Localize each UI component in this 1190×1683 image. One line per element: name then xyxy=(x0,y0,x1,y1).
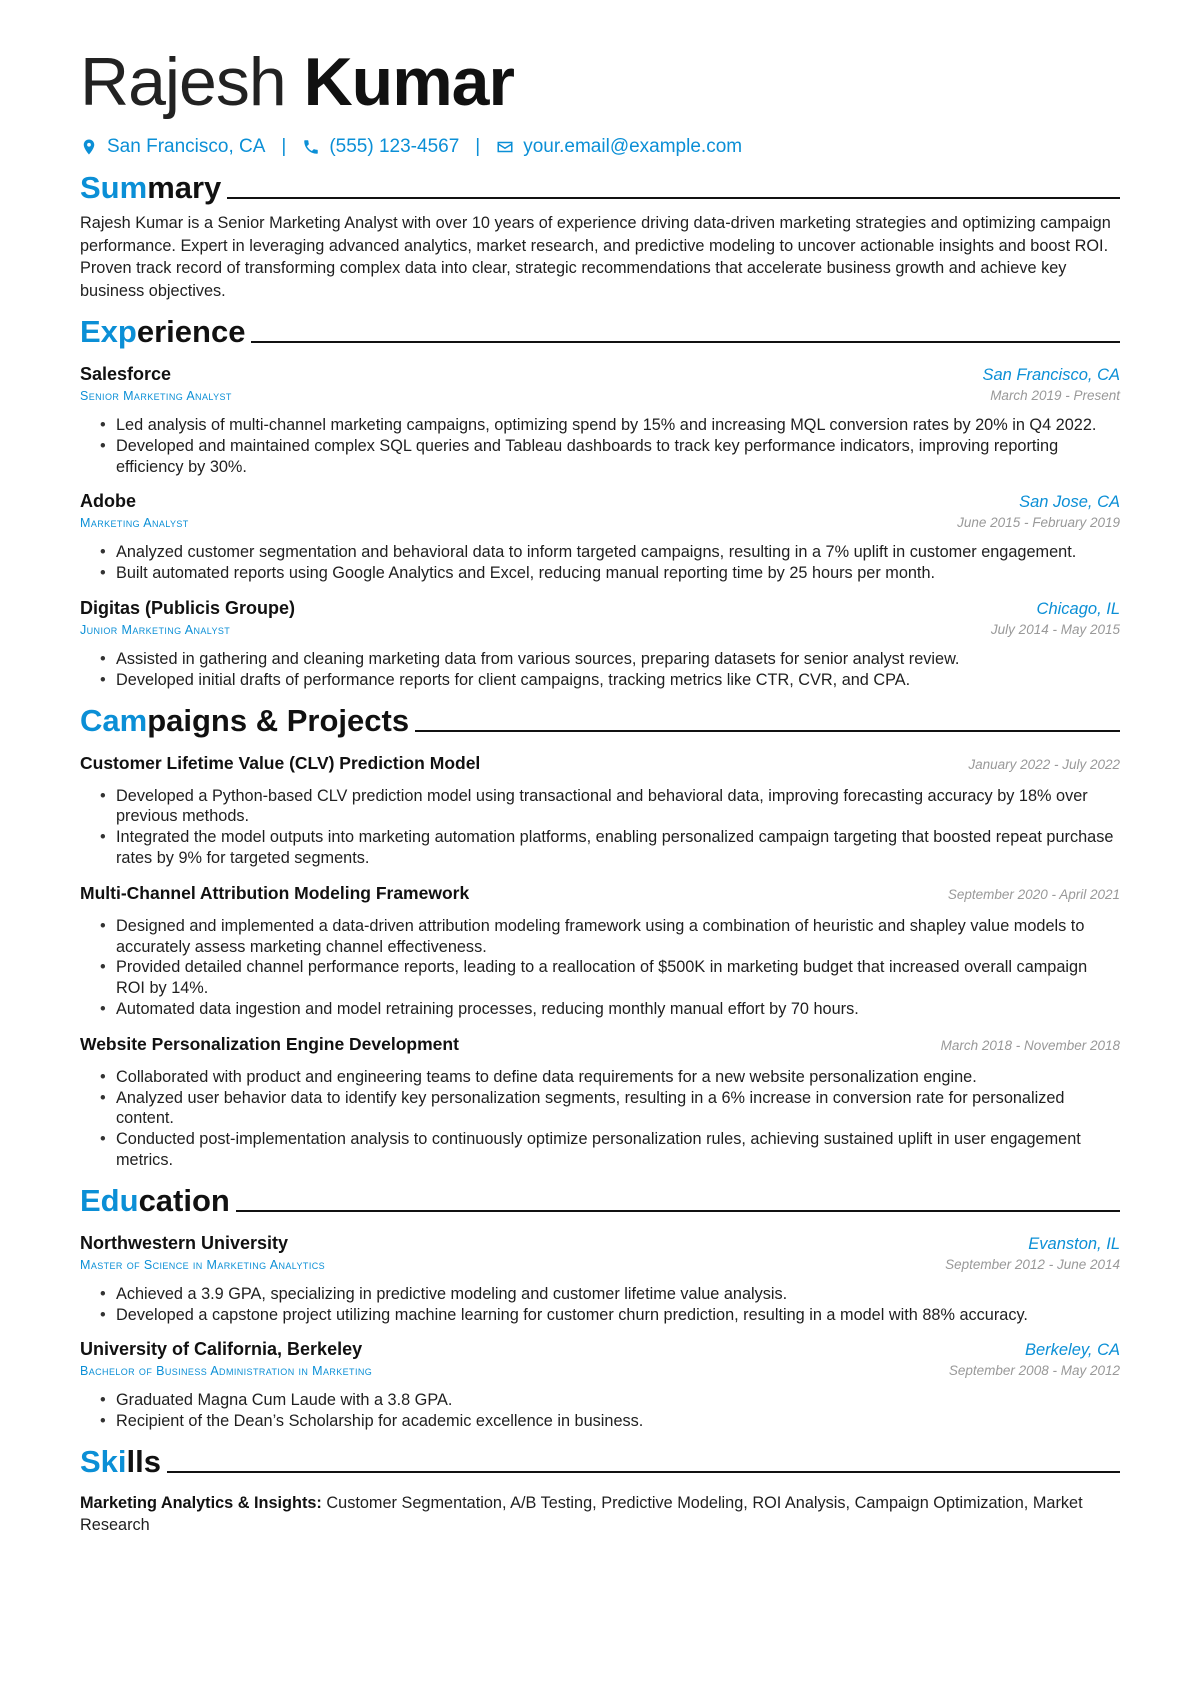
bullet-list xyxy=(80,649,1120,691)
first-name: Rajesh xyxy=(80,44,286,120)
job-role: Junior Marketing Analyst xyxy=(80,622,231,637)
bullet-item: • Analyzed user behavior data to identify key personalization segments, resulting in a 6% increase in conversion rate for personalized content. xyxy=(116,1088,1120,1130)
bullet-list xyxy=(80,415,1120,477)
job-role: Senior Marketing Analyst xyxy=(80,389,232,403)
last-name: Kumar xyxy=(303,44,514,120)
project-entry xyxy=(80,753,1120,869)
bullet-item: • Recipient of the Dean’s Scholarship for academic excellence in business. xyxy=(116,1411,1120,1432)
projects-section-title xyxy=(80,703,1120,739)
project-title: Multi-Channel Attribution Modeling Framework xyxy=(80,882,470,903)
section-title-accent: Exp xyxy=(80,314,137,349)
section-rule xyxy=(167,1471,1120,1473)
school-name: Northwestern University xyxy=(80,1232,289,1253)
project-title: Customer Lifetime Value (CLV) Prediction Model xyxy=(80,752,481,773)
entry-dates: June 2015 - February 2019 xyxy=(957,515,1120,531)
section-title-rest: mary xyxy=(147,170,222,205)
entry-dates: March 2019 - Present xyxy=(990,388,1120,403)
experience-section-title xyxy=(80,314,1120,350)
section-title-rest: cation xyxy=(138,1182,230,1218)
section-rule xyxy=(227,197,1120,199)
section-title-accent: Edu xyxy=(80,1182,139,1218)
bullet-list xyxy=(80,1390,1120,1432)
experience-entry xyxy=(80,491,1120,584)
bullet-item: • Built automated reports using Google Analytics and Excel, reducing manual reporting time by 25 hours per month. xyxy=(116,563,1120,584)
section-title-accent: Sum xyxy=(80,170,148,205)
bullet-item: • Provided detailed channel performance reports, leading to a reallocation of $500K in marketing budget that increased overall campaign ROI by 14%. xyxy=(116,957,1120,999)
bullet-item: • Assisted in gathering and cleaning marketing data from various sources, preparing datasets for senior analyst review. xyxy=(116,649,1120,670)
experience-entry xyxy=(80,598,1120,691)
school-name: University of California, Berkeley xyxy=(80,1339,363,1360)
company-name: Salesforce xyxy=(80,364,172,384)
degree-name: Master of Science in Marketing Analytics xyxy=(80,1257,326,1272)
bullet-item: • Conducted post-implementation analysis to continuously optimize personalization rules, achieving sustained uplift in user engagement metrics. xyxy=(116,1129,1120,1171)
section-title-accent: Ski xyxy=(80,1443,127,1479)
phone-text: (555) 123-4567 xyxy=(329,136,460,157)
contact-email[interactable] xyxy=(496,136,742,158)
email-link[interactable]: your.email@example.com xyxy=(523,136,743,157)
bullet-item: • Led analysis of multi-channel marketing campaigns, optimizing spend by 15% and increasing MQL conversion rates by 20% in Q4 2022. xyxy=(116,415,1120,436)
envelope-icon xyxy=(496,138,514,156)
candidate-name xyxy=(80,42,1120,122)
bullet-item: • Automated data ingestion and model retraining processes, reducing monthly manual effort by 70 hours. xyxy=(116,999,1120,1020)
project-title: Website Personalization Engine Development xyxy=(80,1033,459,1054)
section-rule xyxy=(236,1210,1120,1212)
map-marker-icon xyxy=(80,138,98,156)
section-title-accent: Cam xyxy=(80,702,148,738)
entry-location: Berkeley, CA xyxy=(1024,1341,1120,1360)
education-entry xyxy=(80,1233,1120,1326)
bullet-item: • Graduated Magna Cum Laude with a 3.8 GPA. xyxy=(116,1390,1120,1411)
bullet-item: • Integrated the model outputs into marketing automation platforms, enabling personalized campaign targeting that boosted repeat purchase rates by 9% for targeted segments. xyxy=(116,827,1120,869)
entry-dates: September 2012 - June 2014 xyxy=(945,1256,1120,1272)
skills-category-value: Customer Segmentation, A/B Testing, Predictive Modeling, ROI Analysis, Campaign Optimization, Market Research xyxy=(80,1493,1083,1534)
entry-dates: September 2008 - May 2012 xyxy=(948,1363,1120,1379)
section-rule xyxy=(415,730,1120,732)
education-section-title xyxy=(80,1183,1120,1219)
experience-entry xyxy=(80,364,1120,477)
bullet-item: • Collaborated with product and engineering teams to define data requirements for a new website personalization engine. xyxy=(116,1067,1120,1088)
entry-dates: July 2014 - May 2015 xyxy=(990,621,1120,637)
summary-section-title xyxy=(80,170,1120,206)
entry-location: San Francisco, CA xyxy=(982,366,1120,384)
bullet-list xyxy=(80,916,1120,1020)
skills-category-label: Marketing Analytics & Insights: xyxy=(80,1493,322,1512)
project-entry xyxy=(80,1034,1120,1171)
bullet-item: • Developed a capstone project utilizing machine learning for customer churn prediction, resulting in a model with 88% accuracy. xyxy=(116,1305,1120,1326)
entry-dates: January 2022 - July 2022 xyxy=(968,756,1120,772)
bullet-item: • Analyzed customer segmentation and behavioral data to inform targeted campaigns, resulting in a 7% uplift in customer engagement. xyxy=(116,542,1120,563)
section-title-rest: paigns & Projects xyxy=(147,702,410,738)
entry-dates: September 2020 - April 2021 xyxy=(947,886,1120,902)
bullet-list xyxy=(80,786,1120,869)
degree-name: Bachelor of Business Administration in Marketing xyxy=(80,1364,373,1379)
entry-dates: March 2018 - November 2018 xyxy=(940,1037,1120,1053)
bullet-item: • Achieved a 3.9 GPA, specializing in predictive modeling and customer lifetime value analysis. xyxy=(116,1284,1120,1305)
bullet-list xyxy=(80,1067,1120,1171)
section-title-rest: lls xyxy=(126,1443,161,1479)
company-name: Digitas (Publicis Groupe) xyxy=(80,597,296,618)
bullet-item: • Developed initial drafts of performance reports for client campaigns, tracking metrics like CTR, CVR, and CPA. xyxy=(116,670,1120,691)
summary-text: Rajesh Kumar is a Senior Marketing Analyst with over 10 years of experience driving data-driven marketing strategies and optimizing campaign performance. Expert in leveraging advanced analytics, market research, and predictive modeling to uncover actionable insights and boost ROI. Proven track record of transforming complex data into clear, strategic recommendations that accelerate business growth and achieve key business objectives. xyxy=(80,214,1111,300)
education-entry xyxy=(80,1339,1120,1432)
phone-icon xyxy=(302,138,320,156)
location-text: San Francisco, CA xyxy=(107,136,266,157)
contact-separator: | xyxy=(281,136,287,157)
contact-bar xyxy=(80,136,1120,158)
section-rule xyxy=(251,341,1120,343)
job-role: Marketing Analyst xyxy=(80,516,189,531)
entry-location: San Jose, CA xyxy=(1019,493,1120,512)
contact-separator: | xyxy=(475,136,481,157)
bullet-list xyxy=(80,1284,1120,1326)
entry-location: Evanston, IL xyxy=(1028,1234,1120,1253)
entry-location: Chicago, IL xyxy=(1036,599,1120,618)
skills-section-title xyxy=(80,1444,1120,1480)
bullet-list xyxy=(80,542,1120,584)
contact-location xyxy=(80,136,265,158)
project-entry xyxy=(80,883,1120,1020)
bullet-item: • Designed and implemented a data-driven attribution modeling framework using a combination of heuristic and shapley value models to accurately assess marketing channel effectiveness. xyxy=(116,916,1120,958)
skills-line xyxy=(80,1492,1120,1536)
bullet-item: • Developed a Python-based CLV prediction model using transactional and behavioral data, improving forecasting accuracy by 18% over previous methods. xyxy=(116,786,1120,828)
section-title-rest: erience xyxy=(136,314,246,349)
company-name: Adobe xyxy=(80,491,136,512)
bullet-item: • Developed and maintained complex SQL queries and Tableau dashboards to track key performance indicators, improving reporting efficiency by 30%. xyxy=(116,436,1120,478)
contact-phone xyxy=(302,136,459,158)
